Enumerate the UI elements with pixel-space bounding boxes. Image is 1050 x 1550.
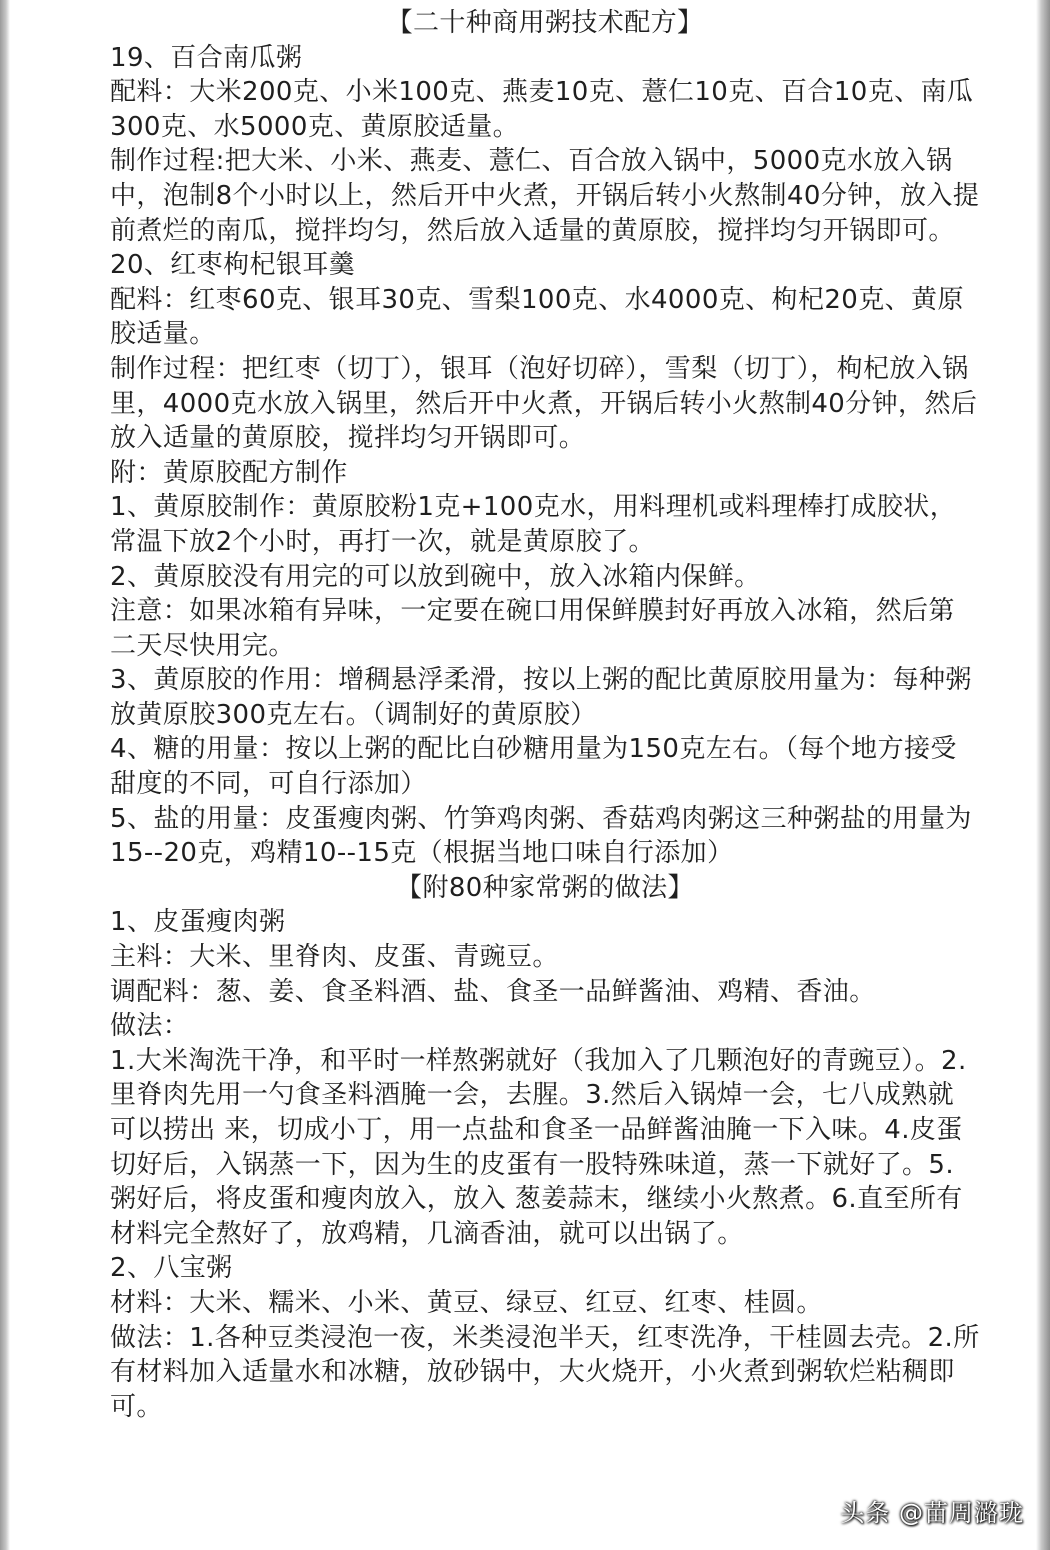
recipe-1-main-ingredients: 主料：大米、里脊肉、皮蛋、青豌豆。 <box>110 942 559 973</box>
document-body <box>110 6 980 1424</box>
recipe-2-ingredients: 材料：大米、糯米、小米、黄豆、绿豆、红豆、红枣、桂圆。 <box>110 1287 823 1318</box>
appendix-item-2: 2、黄原胶没有用完的可以放到碗中，放入冰箱内保鲜。 <box>110 561 761 592</box>
recipe-19-process: 制作过程:把大米、小米、燕麦、薏仁、百合放入锅中，5000克水放入锅中，泡制8个小时以上，然后开中火煮，开锅后转小火熬制40分钟，放入提前煮烂的南瓜，搅拌均匀，然后放入适量的黄原胶，搅拌均匀开锅即可。 <box>110 146 980 246</box>
document-title: 【二十种商用粥技术配方】 <box>386 8 704 38</box>
appendix-item-1: 1、黄原胶制作：黄原胶粉1克+100克水，用料理机或料理棒打成胶状，常温下放2个小时，再打一次，就是黄原胶了。 <box>110 492 957 557</box>
recipe-20-heading: 20、红枣枸杞银耳羹 <box>110 250 356 281</box>
recipe-2-method: 做法：1.各种豆类浸泡一夜，米类浸泡半天，红枣洗净，干桂圆去壳。2.所有材料加入适量水和冰糖，放砂锅中，大火烧开，小火煮到粥软烂粘稠即可。 <box>110 1322 980 1422</box>
recipe-20-ingredients: 配料：红枣60克、银耳30克、雪梨100克、水4000克、枸杞20克、黄原胶适量。 <box>110 284 964 350</box>
right-frame-edge <box>1036 0 1050 1550</box>
recipe-1-method: 1.大米淘洗干净，和平时一样熬粥就好（我加入了几颗泡好的青豌豆）。2.里脊肉先用一勺食圣料酒腌一会，去腥。3.然后入锅焯一会，七八成熟就可以捞出 来，切成小丁，用一点盐和食圣一品鲜酱油腌一下入味。4.皮蛋切好后，入锅蒸一下，因为生的皮蛋有一股特殊味道，蒸一下就好了。5.粥好后，将皮蛋和瘦肉放入，放入 葱姜蒜末，继续小火熬煮。6.直至所有材料完全熬好了，放鸡精，几滴香油，就可以出锅了。 <box>110 1045 967 1249</box>
appendix-item-3: 3、黄原胶的作用：增稠悬浮柔滑，按以上粥的配比黄原胶用量为：每种粥放黄原胶300克左右。（调制好的黄原胶） <box>110 665 972 730</box>
recipe-1-seasonings: 调配料：葱、姜、食圣料酒、盐、食圣一品鲜酱油、鸡精、香油。 <box>110 976 876 1007</box>
appendix-heading: 附：黄原胶配方制作 <box>110 457 348 488</box>
recipe-19-ingredients: 配料：大米200克、小米100克、燕麦10克、薏仁10克、百合10克、南瓜300克、水5000克、黄原胶适量。 <box>110 77 974 142</box>
recipe-1-heading: 1、皮蛋瘦肉粥 <box>110 907 286 938</box>
recipe-2-heading: 2、八宝粥 <box>110 1253 233 1284</box>
section-subtitle: 【附80种家常粥的做法】 <box>396 872 694 903</box>
appendix-note: 注意：如果冰箱有异味，一定要在碗口用保鲜膜封好再放入冰箱，然后第二天尽快用完。 <box>110 596 955 661</box>
recipe-1-method-label: 做法： <box>110 1011 190 1042</box>
appendix-item-4: 4、糖的用量：按以上粥的配比白砂糖用量为150克左右。（每个地方接受甜度的不同，可自行添加） <box>110 734 957 800</box>
left-frame-edge <box>0 0 10 1550</box>
recipe-20-process: 制作过程：把红枣（切丁），银耳（泡好切碎），雪梨（切丁），枸杞放入锅里，4000克水放入锅里，然后开中火煮，开锅后转小火熬制40分钟，然后放入适量的黄原胶，搅拌均匀开锅即可。 <box>110 353 978 454</box>
appendix-item-5: 5、盐的用量：皮蛋瘦肉粥、竹笋鸡肉粥、香菇鸡肉粥这三种粥盐的用量为15--20克，鸡精10--15克（根据当地口味自行添加） <box>110 803 972 869</box>
watermark-text: 头条 @苗周潞珑 <box>840 1499 1024 1527</box>
recipe-19-heading: 19、百合南瓜粥 <box>110 42 303 73</box>
